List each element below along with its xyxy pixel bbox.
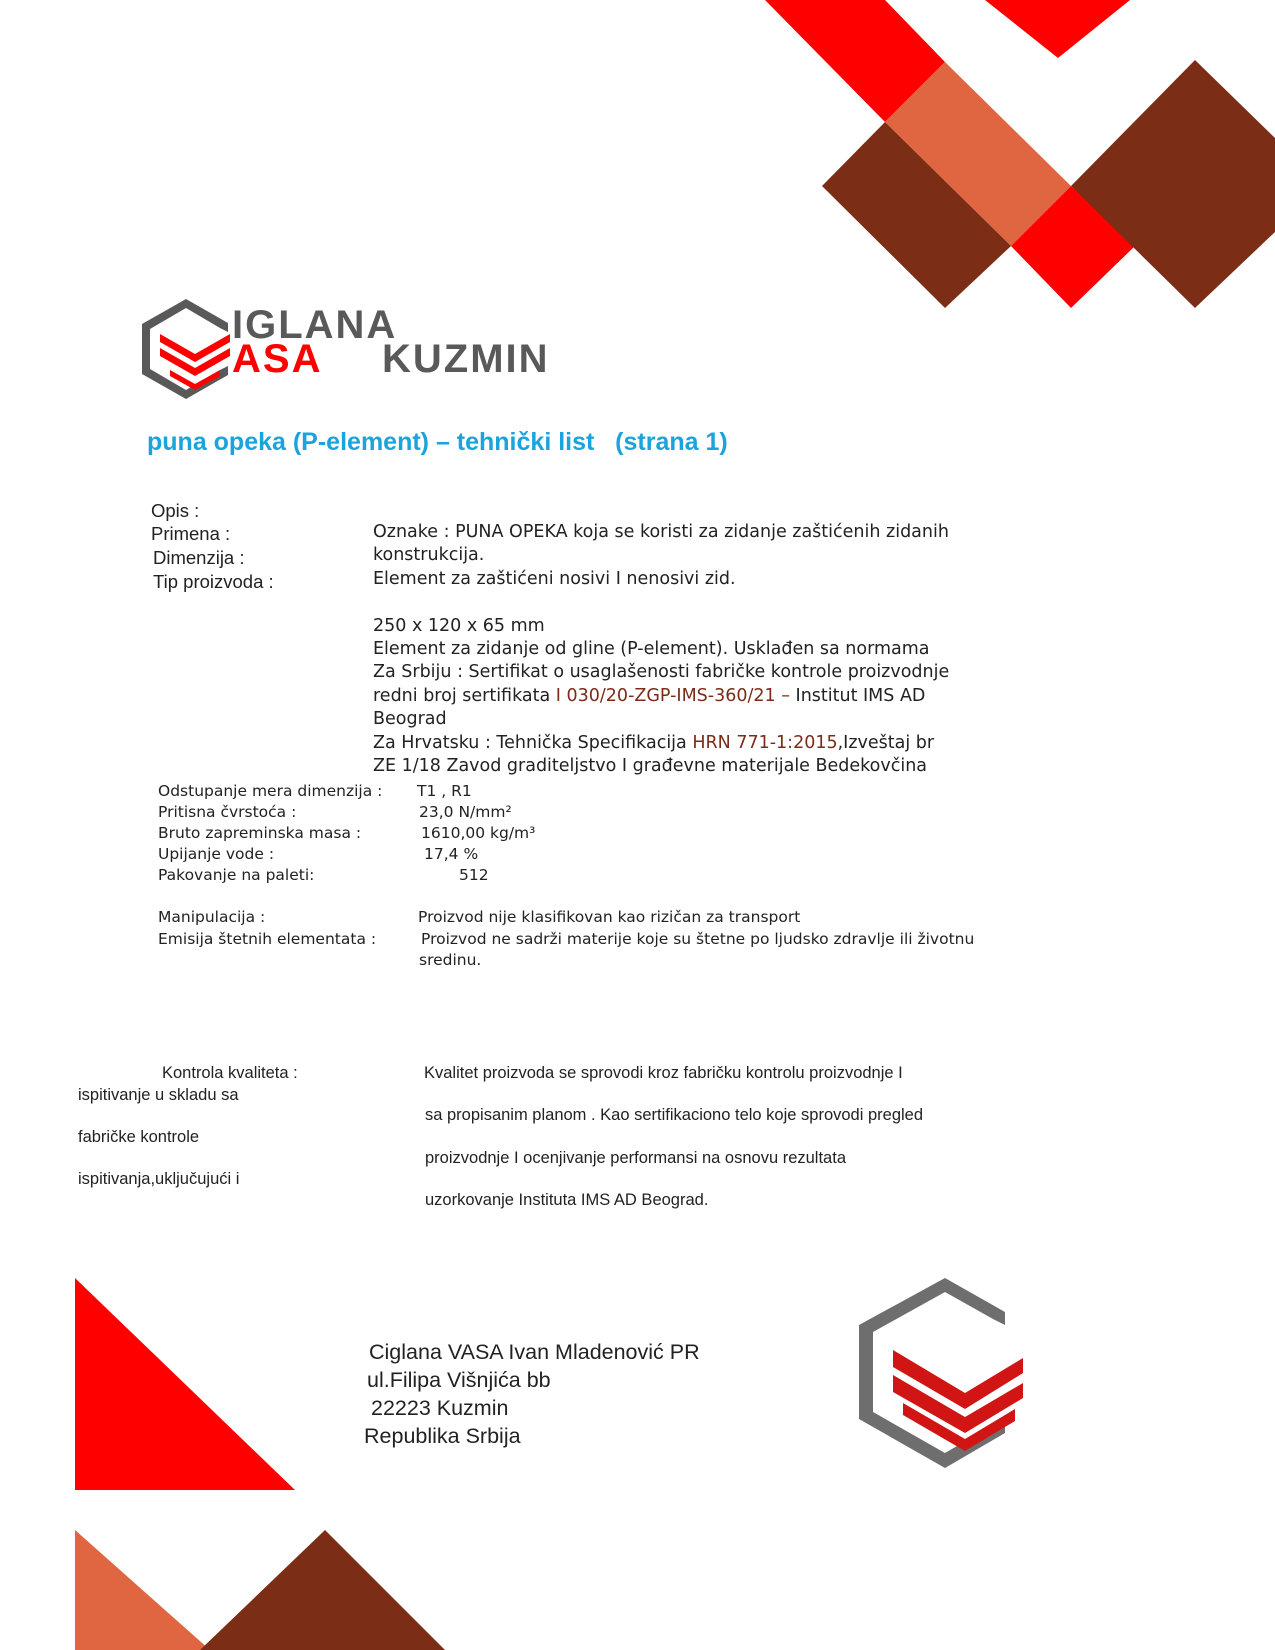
spec-label-pritisna: Pritisna čvrstoća : [158,803,297,821]
description-line: Za Srbiju : Sertifikat o usaglašenosti fabričke kontrole proizvodnje [373,662,950,683]
spec-value-pritisna: 23,0 N/mm² [419,803,512,821]
dimension-value: 250 x 120 x 65 mm [373,615,545,636]
label-tip-proizvoda: Tip proizvoda : [153,571,274,592]
deco-red-triangle-bottom [75,1278,295,1490]
description-line: ZE 1/18 Zavod graditeljstvo I građevne materijale Bedekovčina [373,756,928,777]
spec-value-odstupanje: T1 , R1 [417,782,472,800]
certificate-code: I 030/20-ZGP-IMS-360/21 – [555,685,790,706]
address-city: 22223 Kuzmin [371,1396,509,1420]
certificate-line: redni broj sertifikata I 030/20-ZGP-IMS-360/21 – Institut IMS AD [373,685,926,706]
specification-line: Za Hrvatsku : Tehnička Specifikacija HRN 771-1:2015,Izveštaj br [373,732,935,753]
description-line: konstrukcija. [373,545,485,566]
label-opis: Opis : [151,500,200,521]
logo-text-line1: IGLANA [232,303,398,347]
quality-right-line: sa propisanim planom . Kao sertifikaciono telo koje sprovodi pregled [425,1106,924,1124]
spec-label-manipulacija: Manipulacija : [158,908,266,926]
spec-label-pakovanje: Pakovanje na paleti: [158,866,315,884]
spec-value-upijanje: 17,4 % [424,845,479,863]
page-title: puna opeka (P-element) – tehnički list (strana 1) [147,428,728,456]
quality-right-line: proizvodnje I ocenjivanje performansi na osnovu rezultata [425,1149,846,1167]
spec-value-emisija: Proizvod ne sadrži materije koje su štetne po ljudsko zdravlje ili životnu [421,930,975,948]
address-company: Ciglana VASA Ivan Mladenović PR [369,1340,700,1364]
logo-mark-bottom-icon [855,1275,1035,1470]
company-logo [140,292,640,402]
description-line: Beograd [373,709,447,730]
quality-right-line: uzorkovanje Instituta IMS AD Beograd. [425,1191,709,1209]
spec-value-bruto: 1610,00 kg/m³ [421,824,536,842]
quality-left-line: ispitivanja,uključujući i [78,1170,240,1188]
spec-value-pakovanje: 512 [459,866,489,884]
deco-red-triangle-top [985,0,1130,58]
description-line: Element za zaštićeni nosivi I nenosivi zid. [373,568,736,589]
specification-code: HRN 771-1:2015 [692,732,838,753]
logo-mark-icon [140,292,640,402]
deco-brown-triangle-bottom [200,1530,445,1650]
quality-left-line: ispitivanje u skladu sa [78,1086,239,1104]
label-primena: Primena : [151,523,231,544]
logo-text-kuzmin: KUZMIN [382,337,550,381]
spec-label-bruto: Bruto zapreminska masa : [158,824,362,842]
address-country: Republika Srbija [364,1424,521,1448]
quality-right-line: Kvalitet proizvoda se sprovodi kroz fabričku kontrolu proizvodnje I [424,1064,903,1082]
description-line: Oznake : PUNA OPEKA koja se koristi za zidanje zaštićenih zidanih [373,522,949,542]
quality-label: Kontrola kvaliteta : [162,1064,298,1082]
spec-label-upijanje: Upijanje vode : [158,845,275,863]
spec-label-odstupanje: Odstupanje mera dimenzija : [158,782,383,800]
spec-value-manipulacija: Proizvod nije klasifikovan kao rizičan za transport [418,908,801,926]
description-block [373,521,973,778]
description-line: Element za zidanje od gline (P-element). Usklađen sa normama [373,639,930,660]
label-dimenzija: Dimenzija : [153,547,245,568]
spec-label-emisija: Emisija štetnih elementata : [158,930,377,948]
quality-left-line: fabričke kontrole [78,1128,200,1146]
logo-text-asa: ASA [232,337,323,381]
address-street: ul.Filipa Višnjića bb [367,1368,551,1392]
spec-value-emisija-cont: sredinu. [419,951,482,969]
deco-orange-triangle-bottom [75,1530,210,1650]
